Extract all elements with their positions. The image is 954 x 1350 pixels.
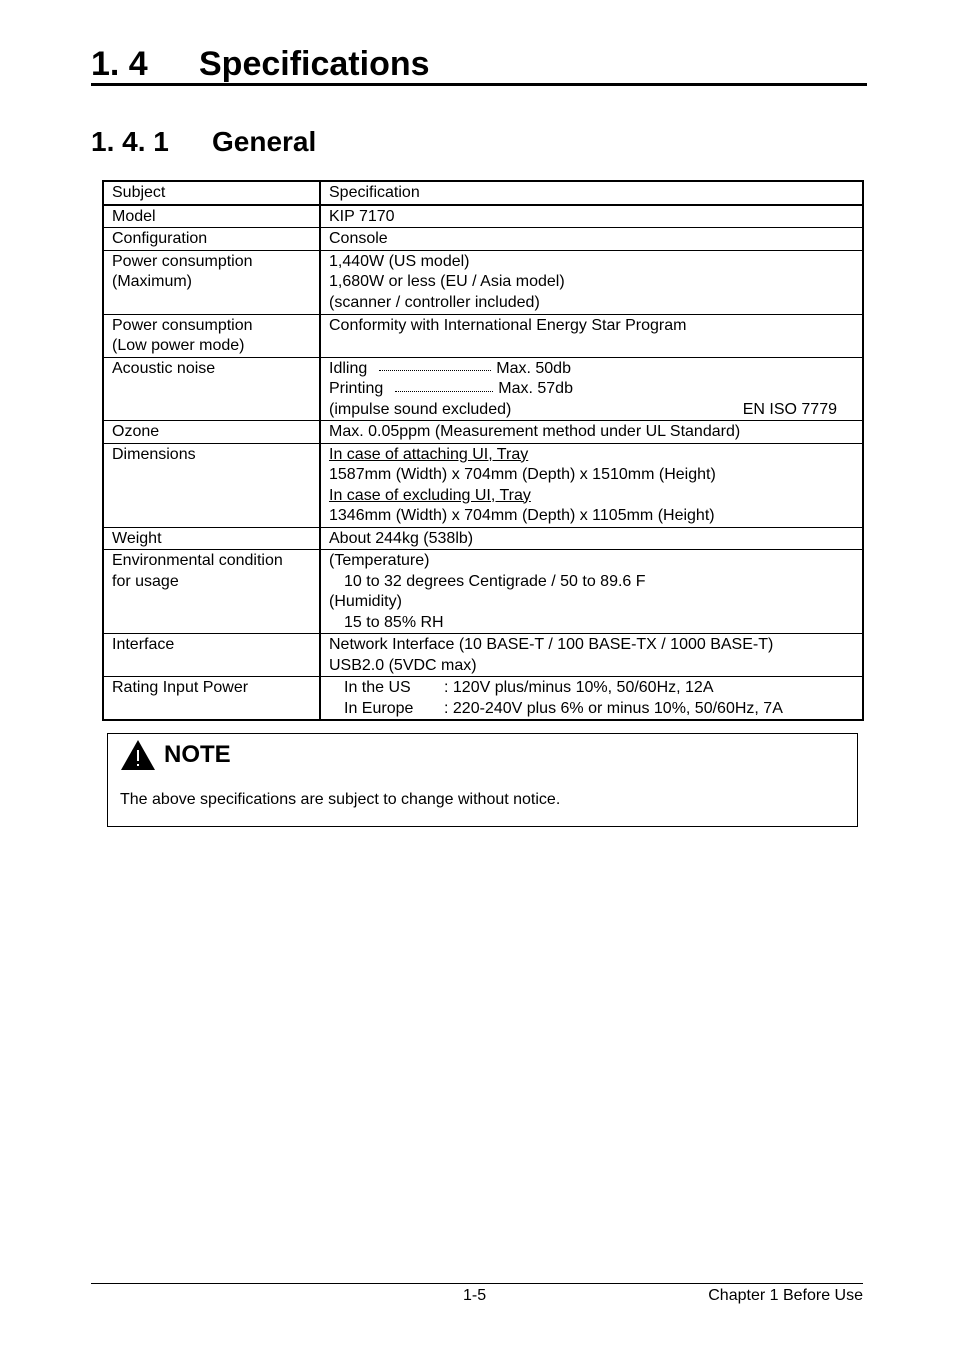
- table-row: [103, 357, 863, 421]
- rating-us-row: [329, 678, 862, 699]
- table-row: [103, 527, 863, 550]
- subject-ozone: Ozone: [112, 423, 160, 440]
- table-header-row: [103, 181, 863, 205]
- dimensions-case-attaching: In case of attaching UI, Tray: [329, 445, 529, 463]
- rating-eu-row: [329, 699, 862, 720]
- acoustic-idling-row: [329, 359, 836, 380]
- table-row: [103, 250, 863, 314]
- table-row: [103, 550, 863, 634]
- spec-configuration: Console: [329, 230, 388, 247]
- spec-power-low: Conformity with International Energy Star Program: [329, 316, 687, 334]
- acoustic-standard: EN ISO 7779: [742, 400, 837, 418]
- subject-rating: Rating Input Power: [112, 679, 249, 696]
- dot-leader: [379, 370, 491, 371]
- section-number: 1. 4: [91, 45, 148, 83]
- note-text: The above specifications are subject to change without notice.: [120, 791, 561, 808]
- table-row: [103, 677, 863, 721]
- acoustic-printing-label: Printing: [329, 380, 384, 397]
- table-row: [103, 314, 863, 357]
- rating-eu-region: In Europe: [344, 699, 414, 717]
- subject-power-max-line2: (Maximum): [112, 273, 192, 290]
- note-title: NOTE: [164, 741, 231, 768]
- spec-ozone: Max. 0.05ppm (Measurement method under UL Standard): [329, 423, 741, 440]
- subject-environment-line2: for usage: [112, 572, 179, 590]
- environment-humidity-value: 15 to 85% RH: [344, 613, 444, 631]
- subject-environment-line1: Environmental condition: [112, 552, 283, 569]
- spec-power-note: (scanner / controller included): [329, 293, 540, 311]
- table-row: [103, 228, 863, 251]
- environment-temp-value: 10 to 32 degrees Centigrade / 50 to 89.6 F: [344, 572, 646, 590]
- subsection-title: General: [212, 126, 317, 157]
- subject-power-low-line1: Power consumption: [112, 316, 253, 334]
- acoustic-printing-row: [329, 379, 836, 400]
- spec-interface-network: Network Interface (10 BASE-T / 100 BASE-TX / 1000 BASE-T): [329, 636, 774, 653]
- page-footer: [91, 1283, 863, 1314]
- dot-leader: [395, 391, 493, 392]
- subject-dimensions: Dimensions: [112, 445, 196, 463]
- acoustic-idling-label: Idling: [329, 359, 368, 377]
- spec-power-eu: 1,680W or less (EU / Asia model): [329, 273, 565, 290]
- acoustic-impulse: (impulse sound excluded): [329, 400, 512, 418]
- specifications-table: [102, 180, 864, 721]
- table-row: [103, 421, 863, 444]
- spec-power-us: 1,440W (US model): [329, 252, 470, 270]
- spec-weight: About 244kg (538lb): [329, 529, 474, 547]
- subject-power-low-line2: (Low power mode): [112, 337, 245, 354]
- dimensions-size-attaching: 1587mm (Width) x 704mm (Depth) x 1510mm (Height): [329, 466, 716, 483]
- dimensions-case-excluding: In case of excluding UI, Tray: [329, 486, 531, 504]
- subject-configuration: Configuration: [112, 230, 208, 247]
- dimensions-size-excluding: 1346mm (Width) x 704mm (Depth) x 1105mm (Height): [329, 507, 715, 524]
- subject-acoustic: Acoustic noise: [112, 359, 216, 377]
- environment-humidity-label: (Humidity): [329, 593, 402, 610]
- header-specification: Specification: [320, 181, 863, 205]
- spec-interface-usb: USB2.0 (5VDC max): [329, 656, 477, 674]
- warning-triangle-icon: [120, 739, 156, 771]
- acoustic-impulse-row: [329, 400, 837, 421]
- section-heading: [91, 42, 867, 86]
- chapter-title: Chapter 1 Before Use: [708, 1287, 863, 1304]
- acoustic-idling-value: Max. 50db: [496, 359, 571, 377]
- subject-interface: Interface: [112, 636, 175, 653]
- environment-temp-label: (Temperature): [329, 552, 430, 569]
- table-row: [103, 443, 863, 527]
- acoustic-printing-value: Max. 57db: [498, 380, 573, 397]
- subject-model: Model: [112, 207, 156, 225]
- table-row: [103, 634, 863, 677]
- table-row: [103, 205, 863, 228]
- spec-model: KIP 7170: [329, 207, 395, 225]
- subject-weight: Weight: [112, 529, 162, 547]
- subsection-number: 1. 4. 1: [91, 126, 169, 157]
- subject-power-max-line1: Power consumption: [112, 252, 253, 270]
- rating-us-value: : 120V plus/minus 10%, 50/60Hz, 12A: [444, 679, 714, 696]
- section-title: Specifications: [199, 45, 430, 83]
- header-subject: Subject: [103, 181, 320, 205]
- rating-us-region: In the US: [344, 679, 411, 696]
- page-number: 1-5: [463, 1287, 487, 1304]
- rating-eu-value: : 220-240V plus 6% or minus 10%, 50/60Hz, 7A: [444, 699, 783, 717]
- note-box: [107, 733, 858, 827]
